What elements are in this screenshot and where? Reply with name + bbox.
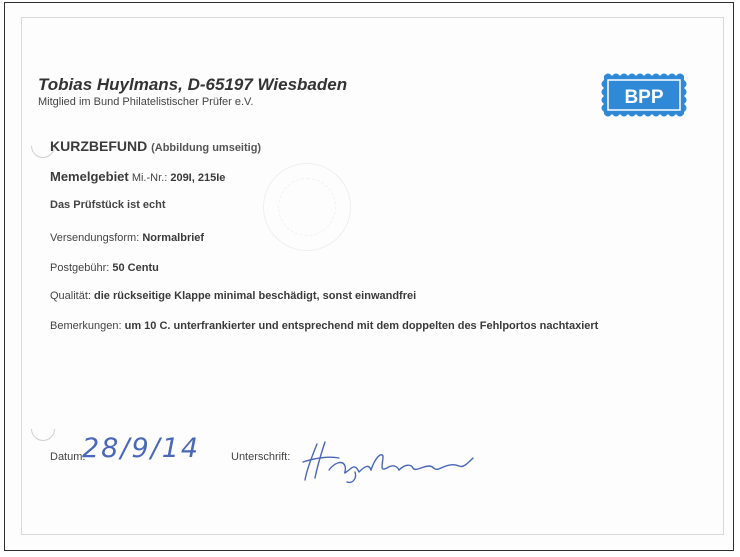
- area-name: Memelgebiet: [50, 169, 129, 184]
- date-label: Datum:: [50, 451, 86, 463]
- shipping-line: [50, 232, 204, 244]
- shipping-label: Versendungsform:: [50, 232, 140, 244]
- bpp-logo: [598, 68, 690, 122]
- report-title-note: (Abbildung umseitig): [151, 142, 262, 154]
- date-value: 28/9/14: [82, 433, 201, 464]
- remarks-line: [50, 320, 598, 332]
- report-title: [50, 138, 261, 154]
- report-title-text: KURZBEFUND: [50, 138, 148, 154]
- quality-value: die rückseitige Klappe minimal beschädigt, sonst einwandfrei: [94, 290, 417, 302]
- embossed-seal: [263, 163, 351, 251]
- stamp-line: [50, 169, 225, 184]
- signature-label: Unterschrift:: [231, 451, 291, 463]
- bpp-logo-text: BPP: [624, 87, 664, 108]
- quality-line: [50, 290, 416, 302]
- remarks-label: Bemerkungen:: [50, 320, 122, 332]
- remarks-value: um 10 C. unterfrankierter und entsprechend mit dem doppelten des Fehlportos nachtaxiert: [124, 320, 599, 332]
- shipping-value: Normalbrief: [142, 232, 205, 244]
- fee-label: Postgebühr:: [50, 262, 110, 274]
- membership-line: Mitglied im Bund Philatelistischer Prüfer e.V.: [38, 96, 254, 108]
- catalog-value: 209I, 215Ie: [170, 172, 226, 184]
- fee-value: 50 Centu: [112, 262, 159, 274]
- quality-label: Qualität:: [50, 290, 91, 302]
- examiner-name: Tobias Huylmans, D-65197 Wiesbaden: [38, 75, 348, 94]
- genuine-statement: Das Prüfstück ist echt: [50, 199, 166, 211]
- catalog-label: Mi.-Nr.:: [131, 172, 168, 184]
- fee-line: [50, 262, 159, 274]
- handwritten-signature: [295, 436, 485, 486]
